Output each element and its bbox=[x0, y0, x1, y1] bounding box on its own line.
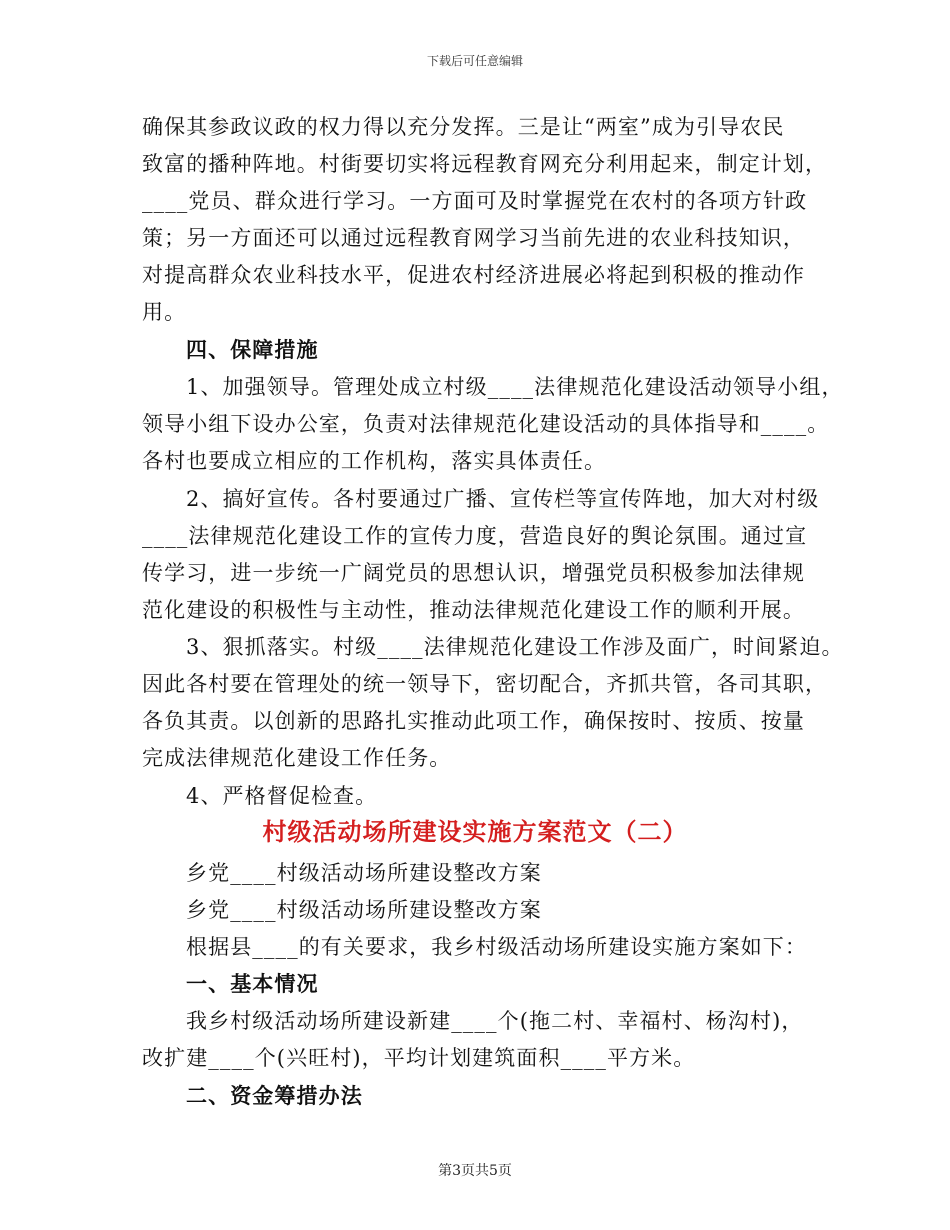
section-heading: 一、基本情况 bbox=[186, 971, 319, 996]
body-line: 确保其参政议政的权力得以充分发挥。三是让“两室”成为引导农民 bbox=[142, 115, 785, 139]
page-header: 下载后可任意编辑 bbox=[426, 54, 523, 68]
body-line: 3、狠抓落实。村级____法律规范化建设工作涉及面广，时间紧迫。 bbox=[186, 635, 844, 659]
body-line: 因此各村要在管理处的统一领导下，密切配合，齐抓共管，各司其职， bbox=[142, 672, 828, 696]
body-line: 乡党____村级活动场所建设整改方案 bbox=[186, 898, 542, 922]
section-heading: 四、保障措施 bbox=[186, 337, 319, 362]
body-line: 各负其责。以创新的思路扎实推动此项工作，确保按时、按质、按量 bbox=[142, 709, 805, 733]
body-line: ____法律规范化建设工作的宣传力度，营造良好的舆论氛围。通过宣 bbox=[142, 524, 808, 548]
body-line: 我乡村级活动场所建设新建____个(拖二村、幸福村、杨沟村)， bbox=[186, 1009, 804, 1033]
body-line: 领导小组下设办公室，负责对法律规范化建设活动的具体指导和____。 bbox=[142, 412, 830, 436]
body-line: 致富的播种阵地。村街要切实将远程教育网充分利用起来，制定计划， bbox=[142, 152, 828, 176]
body-line: 范化建设的积极性与主动性，推动法律规范化建设工作的顺利开展。 bbox=[142, 598, 805, 622]
body-line: 根据县____的有关要求，我乡村级活动场所建设实施方案如下： bbox=[186, 935, 807, 959]
body-line: 1、加强领导。管理处成立村级____法律规范化建设活动领导小组， bbox=[186, 375, 844, 399]
body-line: 传学习，进一步统一广阔党员的思想认识，增强党员积极参加法律规 bbox=[142, 561, 805, 585]
body-line: 策；另一方面还可以通过远程教育网学习当前先进的农业科技知识， bbox=[142, 226, 805, 250]
body-line: 改扩建____个(兴旺村)，平均计划建筑面积____平方米。 bbox=[142, 1046, 696, 1070]
body-line: 用。 bbox=[142, 300, 187, 324]
body-line: 完成法律规范化建设工作任务。 bbox=[142, 746, 452, 770]
body-line: ____党员、群众进行学习。一方面可及时掌握党在农村的各项方针政 bbox=[142, 189, 808, 213]
section-title: 村级活动场所建设实施方案范文（二） bbox=[262, 817, 688, 846]
body-line: 乡党____村级活动场所建设整改方案 bbox=[186, 861, 542, 885]
page-footer: 第3页共5页 bbox=[438, 1163, 512, 1179]
body-line: 2、搞好宣传。各村要通过广播、宣传栏等宣传阵地，加大对村级 bbox=[186, 487, 820, 511]
section-heading: 二、资金筹措办法 bbox=[186, 1083, 363, 1108]
body-line: 4、严格督促检查。 bbox=[186, 784, 378, 808]
body-line: 各村也要成立相应的工作机构，落实具体责任。 bbox=[142, 449, 607, 473]
body-line: 对提高群众农业科技水平，促进农村经济进展必将起到积极的推动作 bbox=[142, 263, 805, 287]
